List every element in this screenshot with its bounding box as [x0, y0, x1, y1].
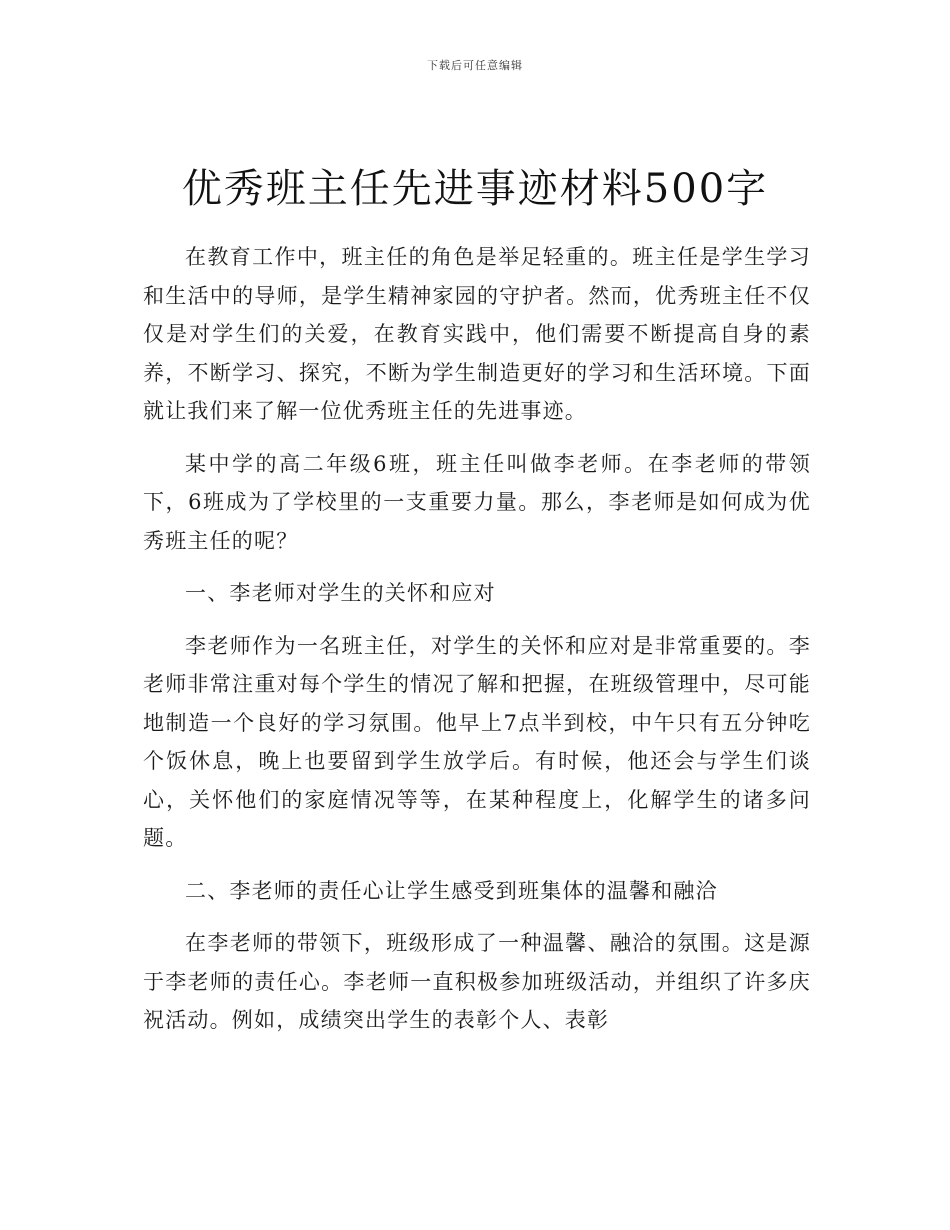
page-header: 下载后可任意编辑 [427, 59, 523, 72]
section-heading-1: 一、李老师对学生的关怀和应对 [185, 581, 496, 605]
section-heading-2: 二、李老师的责任心让学生感受到班集体的温馨和融洽 [185, 878, 718, 903]
paragraph-class-intro: 某中学的高二年级6班，班主任叫做李老师。在李老师的带领下，6班成为了学校里的一支重要力量。那么，李老师是如何成为优秀班主任的呢？ [143, 451, 811, 553]
document-body [143, 238, 811, 1054]
document-title: 优秀班主任先进事迹材料500字 [181, 166, 769, 212]
paragraph-responsibility: 在李老师的带领下，班级形成了一种温馨、融洽的氛围。这是源于李老师的责任心。李老师一直积极参加班级活动，并组织了许多庆祝活动。例如，成绩突出学生的表彰个人、表彰 [143, 931, 811, 1032]
paragraph-care: 李老师作为一名班主任，对学生的关怀和应对是非常重要的。李老师非常注重对每个学生的情况了解和把握，在班级管理中，尽可能地制造一个良好的学习氛围。他早上7点半到校，中午只有五分钟吃个饭休息，晚上也要留到学生放学后。有时候，他还会与学生们谈心，关怀他们的家庭情况等等，在某种程度上，化解学生的诸多问题。 [143, 633, 811, 850]
paragraph-intro: 在教育工作中，班主任的角色是举足轻重的。班主任是学生学习和生活中的导师，是学生精神家园的守护者。然而，优秀班主任不仅仅是对学生们的关爱，在教育实践中，他们需要不断提高自身的素养，不断学习、探究，不断为学生制造更好的学习和生活环境。下面就让我们来了解一位优秀班主任的先进事迹。 [143, 245, 811, 423]
